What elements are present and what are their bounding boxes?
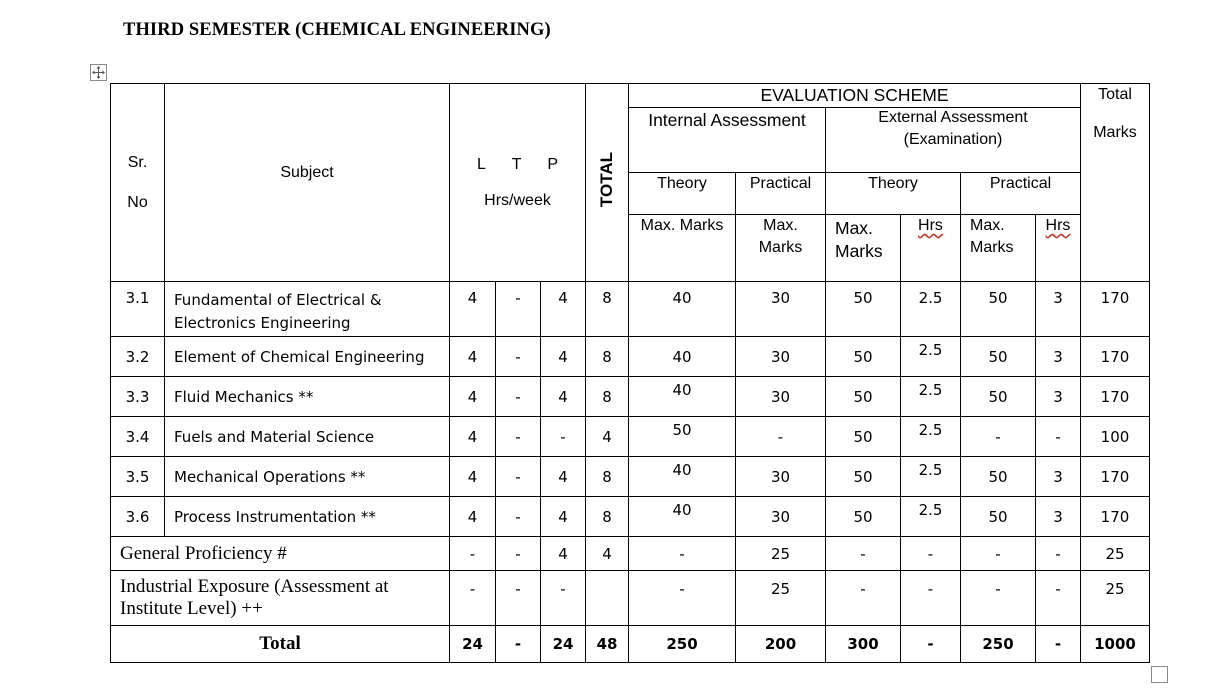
table-row — [111, 497, 1150, 537]
cell-ext-practical: - — [961, 417, 1036, 457]
cell-ext-theory: 50 — [826, 377, 901, 417]
cell-int-theory: 40 — [629, 377, 736, 417]
cell-ext-practical-hrs: 3 — [1036, 282, 1081, 337]
cell-total-label: Total — [111, 626, 450, 663]
header-ext-theory: Theory — [826, 173, 961, 215]
header-marks-line2: Marks — [835, 241, 883, 261]
cell-ext-practical-hrs: - — [1036, 537, 1081, 571]
cell-ext-theory-hrs: 2.5 — [901, 337, 961, 377]
header-max-line1: Max. — [970, 217, 1005, 234]
evaluation-scheme-table — [110, 83, 1150, 663]
cell-ext-theory-hrs: 2.5 — [901, 417, 961, 457]
cell-t: - — [496, 497, 541, 537]
cell-int-practical: 25 — [736, 571, 826, 626]
cell-int-practical: 30 — [736, 282, 826, 337]
cell-ext-practical: 50 — [961, 377, 1036, 417]
cell-total-marks: 1000 — [1081, 626, 1150, 663]
header-ext-practical-max-marks — [961, 215, 1036, 282]
cell-sr: 3.2 — [111, 337, 165, 377]
cell-total: 8 — [586, 497, 629, 537]
cell-ext-practical-hrs: 3 — [1036, 457, 1081, 497]
cell-sr: 3.6 — [111, 497, 165, 537]
header-p: P — [547, 155, 559, 173]
header-subject: Subject — [165, 84, 450, 282]
cell-l: 4 — [450, 377, 496, 417]
cell-t: - — [496, 282, 541, 337]
cell-ext-practical-hrs: - — [1036, 571, 1081, 626]
table-row — [111, 457, 1150, 497]
cell-total-marks: 25 — [1081, 571, 1150, 626]
cell-ext-theory-hrs: 2.5 — [901, 497, 961, 537]
header-hrs-label: Hrs — [918, 217, 943, 234]
cell-p: - — [541, 571, 586, 626]
cell-sr: 3.4 — [111, 417, 165, 457]
cell-total: 8 — [586, 337, 629, 377]
header-l: L — [476, 155, 486, 173]
header-ext-theory-hrs — [901, 215, 961, 282]
cell-l: 24 — [450, 626, 496, 663]
cell-l: 4 — [450, 417, 496, 457]
cell-p: 4 — [541, 282, 586, 337]
cell-sr: 3.1 — [111, 282, 165, 337]
cell-sr: 3.3 — [111, 377, 165, 417]
cell-ext-practical: 50 — [961, 282, 1036, 337]
header-max-line1: Max. — [763, 217, 798, 234]
cell-p: 4 — [541, 537, 586, 571]
cell-total-marks: 170 — [1081, 457, 1150, 497]
cell-ext-theory: 50 — [826, 337, 901, 377]
cell-ext-theory-hrs: - — [901, 626, 961, 663]
cell-total-marks: 100 — [1081, 417, 1150, 457]
table-row — [111, 571, 1150, 626]
cell-int-practical: 200 — [736, 626, 826, 663]
header-hrs-week: Hrs/week — [484, 191, 551, 209]
header-internal-assessment: Internal Assessment — [629, 108, 826, 173]
header-external-line2: (Examination) — [903, 131, 1003, 148]
header-marks-line2: Marks — [970, 239, 1014, 256]
table-row-total — [111, 626, 1150, 663]
cell-ext-practical: 50 — [961, 457, 1036, 497]
cell-ext-practical-hrs: - — [1036, 417, 1081, 457]
cell-total: 8 — [586, 377, 629, 417]
cell-total-marks: 170 — [1081, 497, 1150, 537]
cell-t: - — [496, 337, 541, 377]
cell-int-theory: - — [629, 571, 736, 626]
header-max-line1: Max. — [835, 218, 873, 238]
cell-ext-practical-hrs: 3 — [1036, 497, 1081, 537]
cell-total: 48 — [586, 626, 629, 663]
cell-ext-practical-hrs: - — [1036, 626, 1081, 663]
header-sr-line2: No — [127, 193, 148, 211]
cell-p: 4 — [541, 377, 586, 417]
cell-int-theory: 40 — [629, 457, 736, 497]
cell-ext-practical: 50 — [961, 497, 1036, 537]
header-ext-theory-max-marks — [826, 215, 901, 282]
cell-t: - — [496, 571, 541, 626]
header-int-theory-max-marks: Max. Marks — [629, 215, 736, 282]
header-int-practical-max-marks — [736, 215, 826, 282]
cell-total-marks: 170 — [1081, 337, 1150, 377]
cell-ext-practical: - — [961, 537, 1036, 571]
cell-int-theory: 40 — [629, 337, 736, 377]
header-external-assessment — [826, 108, 1081, 173]
cell-ext-theory: 50 — [826, 457, 901, 497]
cell-subject: Process Instrumentation ** — [165, 497, 450, 537]
cell-t: - — [496, 626, 541, 663]
cell-l: 4 — [450, 497, 496, 537]
cell-p: - — [541, 417, 586, 457]
header-t: T — [511, 155, 522, 173]
cell-int-theory: 50 — [629, 417, 736, 457]
cell-total — [586, 571, 629, 626]
cell-ext-practical-hrs: 3 — [1036, 337, 1081, 377]
cell-t: - — [496, 417, 541, 457]
header-ltp — [450, 84, 586, 282]
cell-subject: Fuels and Material Science — [165, 417, 450, 457]
header-int-theory: Theory — [629, 173, 736, 215]
cell-p: 4 — [541, 457, 586, 497]
cell-ext-practical: - — [961, 571, 1036, 626]
table-move-handle-icon[interactable] — [90, 64, 107, 81]
table-row — [111, 417, 1150, 457]
cell-subject: Fluid Mechanics ** — [165, 377, 450, 417]
header-int-practical: Practical — [736, 173, 826, 215]
cell-total: 4 — [586, 537, 629, 571]
cell-ext-theory-hrs: 2.5 — [901, 457, 961, 497]
cell-label: General Proficiency # — [111, 537, 450, 571]
cell-int-practical: 30 — [736, 377, 826, 417]
cell-int-theory: 40 — [629, 497, 736, 537]
cell-int-practical: 30 — [736, 337, 826, 377]
cell-int-theory: - — [629, 537, 736, 571]
cell-p: 4 — [541, 497, 586, 537]
table-row — [111, 537, 1150, 571]
cell-int-practical: 30 — [736, 457, 826, 497]
cell-t: - — [496, 537, 541, 571]
cell-int-practical: 30 — [736, 497, 826, 537]
cell-total-marks: 25 — [1081, 537, 1150, 571]
cell-l: 4 — [450, 282, 496, 337]
cell-total: 8 — [586, 457, 629, 497]
cell-ext-theory: 50 — [826, 497, 901, 537]
cell-p: 4 — [541, 337, 586, 377]
cell-ext-theory-hrs: - — [901, 571, 961, 626]
cell-ext-theory: 50 — [826, 417, 901, 457]
header-total-marks — [1081, 84, 1150, 282]
cell-l: 4 — [450, 457, 496, 497]
header-marks-line2: Marks — [758, 239, 803, 256]
cell-l: 4 — [450, 337, 496, 377]
table-row — [111, 377, 1150, 417]
cell-int-theory: 250 — [629, 626, 736, 663]
header-ext-practical-hrs — [1036, 215, 1081, 282]
cell-total: 8 — [586, 282, 629, 337]
cell-int-practical: 25 — [736, 537, 826, 571]
cell-ext-practical: 50 — [961, 337, 1036, 377]
page-title: THIRD SEMESTER (CHEMICAL ENGINEERING) — [123, 20, 551, 40]
cell-t: - — [496, 457, 541, 497]
cell-ext-theory: - — [826, 537, 901, 571]
cell-t: - — [496, 377, 541, 417]
cell-ext-practical: 250 — [961, 626, 1036, 663]
cell-total-marks: 170 — [1081, 377, 1150, 417]
cell-sr: 3.5 — [111, 457, 165, 497]
cell-l: - — [450, 571, 496, 626]
cell-ext-theory-hrs: 2.5 — [901, 377, 961, 417]
cell-l: - — [450, 537, 496, 571]
header-total-label: TOTAL — [597, 152, 616, 208]
cell-ext-theory: 300 — [826, 626, 901, 663]
cell-total-marks: 170 — [1081, 282, 1150, 337]
header-evaluation-scheme: EVALUATION SCHEME — [629, 84, 1081, 108]
header-ext-practical: Practical — [961, 173, 1081, 215]
header-sr-line1: Sr. — [127, 153, 148, 171]
cell-ext-theory: 50 — [826, 282, 901, 337]
cell-p: 24 — [541, 626, 586, 663]
header-total-marks-line1: Total — [1098, 86, 1132, 103]
cell-ext-theory-hrs: 2.5 — [901, 282, 961, 337]
cell-label: Industrial Exposure (Assessment at Institute Level) ++ — [111, 571, 450, 626]
table-resize-handle[interactable] — [1151, 666, 1168, 683]
cell-ext-practical-hrs: 3 — [1036, 377, 1081, 417]
cell-ext-theory: - — [826, 571, 901, 626]
header-total-marks-line2: Marks — [1093, 124, 1137, 141]
cell-int-practical: - — [736, 417, 826, 457]
cell-total: 4 — [586, 417, 629, 457]
header-external-line1: External Assessment — [878, 109, 1028, 126]
cell-ext-theory-hrs: - — [901, 537, 961, 571]
cell-subject: Element of Chemical Engineering — [165, 337, 450, 377]
header-sr-no — [111, 84, 165, 282]
header-total — [586, 84, 629, 282]
table-row — [111, 337, 1150, 377]
cell-subject: Mechanical Operations ** — [165, 457, 450, 497]
table-row — [111, 282, 1150, 337]
cell-int-theory: 40 — [629, 282, 736, 337]
header-hrs-label: Hrs — [1045, 217, 1071, 234]
cell-subject: Fundamental of Electrical & Electronics Engineering — [165, 282, 450, 337]
